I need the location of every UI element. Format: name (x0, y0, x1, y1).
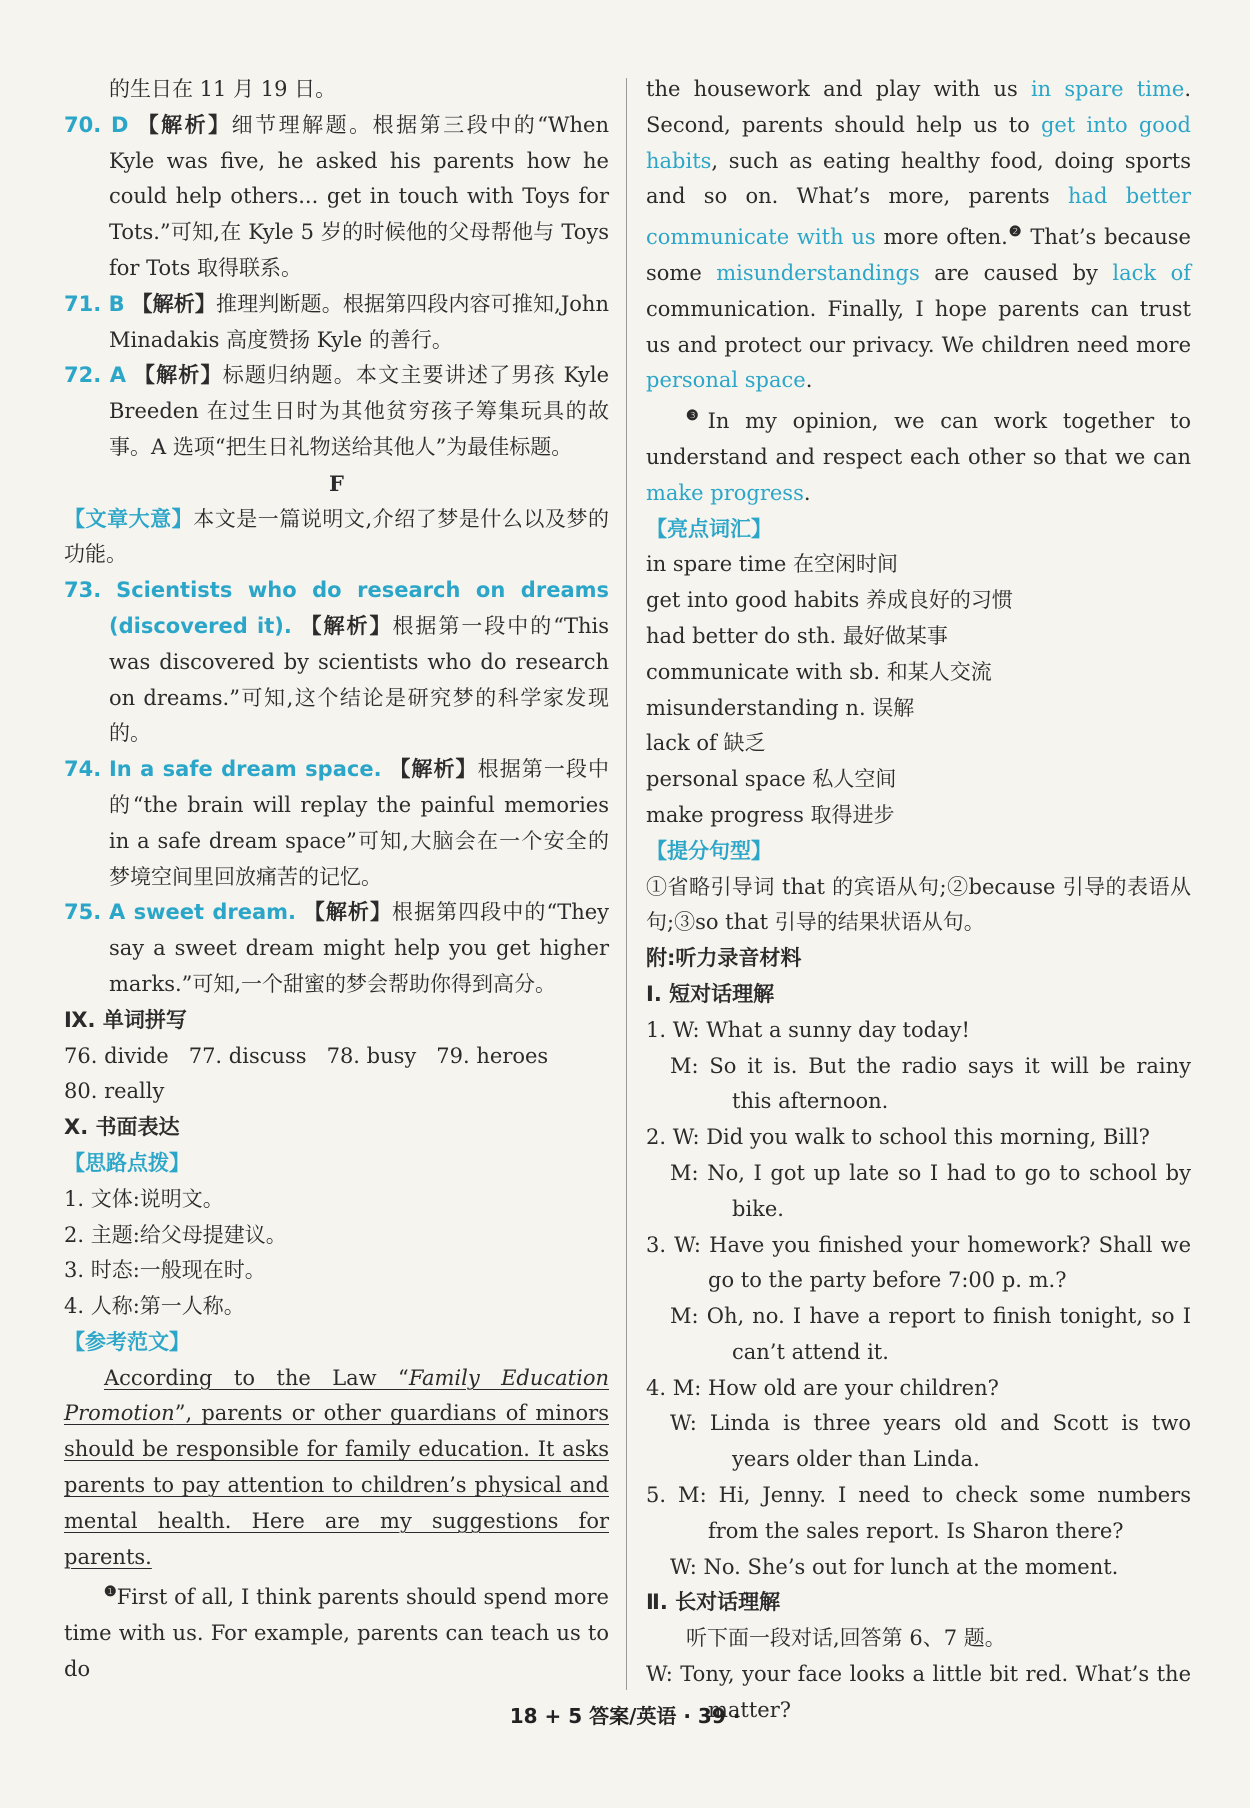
dialog-line: 5. M: Hi, Jenny. I need to check some numbers from the sales report. Is Sharon there? (646, 1483, 1191, 1543)
left-column (64, 72, 609, 1688)
dialog-line: M: So it is. But the radio says it will be rainy this afternoon. (670, 1053, 1191, 1114)
essay-text: . Second, parents should help us to (646, 77, 1191, 137)
section-9-heading: Ⅸ. 单词拼写 (64, 1007, 187, 1032)
pattern-heading: 【提分句型】 (646, 838, 772, 863)
vocab-item: in spare time 在空闲时间 (646, 552, 898, 577)
idea-item: 4. 人称:第一人称。 (64, 1294, 245, 1319)
essay-text: . (805, 368, 813, 393)
page-footer: 18 + 5 答案/英语 · 39 · (509, 1704, 741, 1728)
highlight-phrase: had better communicate with us (646, 184, 1191, 250)
essay-text: are caused by (919, 260, 1113, 285)
answer-70 (64, 108, 609, 287)
analysis-text: 根据第一段中的“the brain will replay the painful memories in a safe dream space”可知,大脑会在一个安全的梦境空间里回放痛苦的记忆。 (109, 757, 610, 889)
dialog-line: M: No, I got up late so I had to go to school by bike. (670, 1160, 1191, 1221)
analysis-text: 根据第四段中的“They say a sweet dream might help you get higher marks.”可知,一个甜蜜的梦会帮助你得到高分。 (109, 900, 610, 996)
answer-number: 75. (64, 900, 102, 925)
column-divider (626, 78, 627, 1690)
essay-paragraph-1 (64, 1361, 609, 1576)
essay-text: First of all, I think parents should spend more time with us. For example, parents can teach us to do (64, 1585, 609, 1682)
section-f-heading: F (329, 470, 344, 496)
dialog-line: M: Oh, no. I have a report to finish tonight, so I can’t attend it. (670, 1304, 1191, 1364)
essay-text: the housework and play with us (646, 77, 1031, 101)
analysis-tag: 【解析】 (131, 291, 217, 316)
main-idea (64, 502, 609, 574)
highlight-phrase: get into good habits (646, 112, 1191, 173)
vocab-item: lack of 缺乏 (646, 731, 766, 756)
analysis-tag: 【解析】 (389, 757, 478, 782)
dialog-line: 3. W: Have you finished your homework? Shall we go to the party before 7:00 p. m.? (646, 1232, 1191, 1293)
marker-1-icon: ❶ (104, 1584, 117, 1601)
part-2-intro: 听下面一段对话,回答第 6、7 题。 (686, 1626, 1006, 1651)
analysis-tag: 【解析】 (303, 900, 393, 925)
spelling-answers: 76. divide 77. discuss 78. busy 79. heroes (64, 1043, 549, 1068)
essay-paragraph-3 (646, 399, 1191, 511)
pattern-text: ①省略引导词 that 的宾语从句;②because 引导的表语从句;③so that 引导的结果状语从句。 (646, 874, 1191, 935)
analysis-text: 推理判断题。根据第四段内容可推知,John Minadakis 高度赞扬 Kyle 的善行。 (109, 291, 609, 352)
vocab-item: communicate with sb. 和某人交流 (646, 659, 992, 684)
answer-72 (64, 358, 609, 465)
answer-text: A sweet dream. (108, 900, 297, 925)
right-column (646, 72, 1191, 1729)
analysis-text: 细节理解题。根据第三段中的“When Kyle was five, he asked his parents how he could help others... get in touch with Toys for Tots.”可知,在 Kyle 5 岁的时候他的父母帮他与 Toys for Tots 取得联系。 (109, 112, 609, 280)
vocab-item: misunderstanding n. 误解 (646, 695, 915, 720)
highlight-phrase: lack of (1112, 260, 1191, 285)
essay-text: . (803, 480, 811, 505)
essay-text: According to the Law “ (104, 1365, 409, 1390)
idea-item: 1. 文体:说明文。 (64, 1186, 224, 1211)
main-idea-heading: 【文章大意】 (64, 506, 194, 531)
law-title: Family Education Promotion (64, 1365, 610, 1426)
highlight-phrase: personal space (646, 368, 806, 393)
vocab-item: had better do sth. 最好做某事 (646, 623, 948, 648)
spelling-answers: 80. really (64, 1079, 165, 1104)
idea-item: 3. 时态:一般现在时。 (64, 1258, 266, 1283)
answer-number: 73. (64, 578, 102, 603)
idea-item: 2. 主题:给父母提建议。 (64, 1222, 287, 1247)
main-idea-text: 本文是一篇说明文,介绍了梦是什么以及梦的功能。 (64, 506, 609, 567)
essay-text: communication. Finally, I hope parents can trust us and protect our privacy. We children need more (646, 296, 1191, 357)
analysis-tag: 【解析】 (133, 363, 223, 388)
answer-number: 70. D (64, 112, 129, 137)
dialog-line: W: No. She’s out for lunch at the moment. (670, 1554, 1119, 1579)
dialog-line: 2. W: Did you walk to school this morning, Bill? (646, 1125, 1150, 1150)
dialog-line: W: Tony, your face looks a little bit red. What’s the matter? (646, 1662, 1191, 1722)
highlight-phrase: make progress (646, 480, 804, 505)
dialog-line: 4. M: How old are your children? (646, 1375, 999, 1400)
idea-heading: 【思路点拨】 (64, 1150, 190, 1175)
dialog-line: W: Linda is three years old and Scott is two years older than Linda. (670, 1411, 1191, 1472)
vocab-heading: 【亮点词汇】 (646, 516, 772, 541)
listening-heading: 附:听力录音材料 (646, 946, 802, 971)
essay-text: That’s because some (646, 225, 1191, 285)
section-10-heading: X. 书面表达 (64, 1115, 180, 1140)
highlight-phrase: misunderstandings (716, 260, 920, 285)
analysis-tag: 【解析】 (137, 112, 232, 137)
marker-2-icon: ❷ (1007, 224, 1023, 241)
essay-text: , such as eating healthy food, doing sports and so on. What’s more, parents (646, 148, 1191, 209)
essay-paragraph-2 (64, 1575, 609, 1687)
vocab-item: personal space 私人空间 (646, 767, 897, 792)
analysis-text: 标题归纳题。本文主要讲述了男孩 Kyle Breeden 在过生日时为其他贫穷孩子筹集玩具的故事。A 选项“把生日礼物送给其他人”为最佳标题。 (109, 363, 610, 459)
dialog-line: 1. W: What a sunny day today! (646, 1017, 970, 1042)
answer-74 (64, 752, 609, 895)
essay-continued (646, 72, 1191, 399)
essay-text: In my opinion, we can work together to understand and respect each other so that we can (646, 409, 1191, 469)
answer-text: In a safe dream space. (108, 757, 382, 782)
essay-text: ”, parents or other guardians of minors should be responsible for family education. It asks parents to pay attention to children’s physical and mental health. Here are my suggestions for parents. (64, 1401, 609, 1569)
answer-number: 72. A (64, 363, 126, 388)
vocab-item: make progress 取得进步 (646, 802, 895, 827)
answer-number: 71. B (64, 291, 125, 316)
analysis-text: 根据第一段中的“This was discovered by scientists who do research on dreams.”可知,这个结论是研究梦的科学家发现的。 (109, 613, 610, 746)
essay-text: more often. (875, 225, 1008, 250)
vocab-item: get into good habits 养成良好的习惯 (646, 588, 1013, 613)
marker-3-icon: ❸ (686, 408, 708, 425)
part-1-heading: Ⅰ. 短对话理解 (646, 981, 775, 1006)
text-line: 的生日在 11 月 19 日。 (109, 77, 337, 101)
part-2-heading: Ⅱ. 长对话理解 (646, 1590, 781, 1615)
answer-number: 74. (64, 757, 102, 782)
sample-heading: 【参考范文】 (64, 1329, 190, 1354)
answer-71 (64, 287, 609, 359)
answer-73 (64, 573, 609, 752)
analysis-tag: 【解析】 (300, 613, 393, 638)
highlight-phrase: in spare time (1030, 77, 1185, 101)
answer-75 (64, 895, 609, 1002)
answer-text: Scientists who do research on dreams (discovered it). (109, 578, 609, 638)
